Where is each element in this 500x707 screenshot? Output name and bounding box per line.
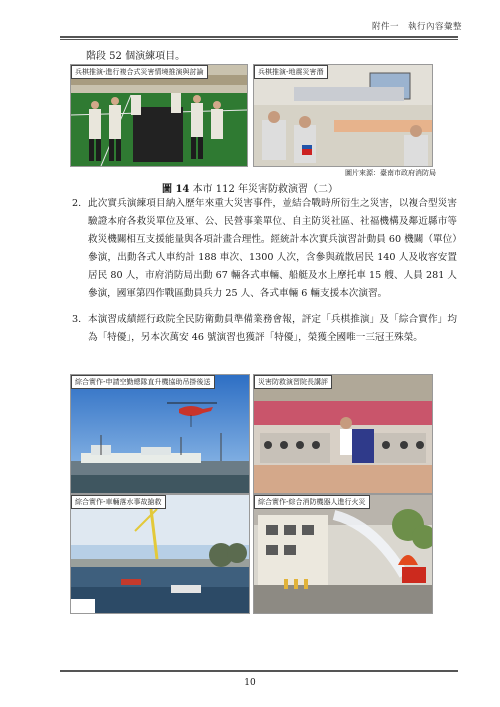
photo-caption: 綜合實作-申請空勤總隊直升機協助吊掛後送 [71,375,215,389]
page-number: 10 [244,678,256,688]
photo-caption: 災害防救演習院長講評 [254,375,332,389]
photo-illustration [254,65,432,166]
photo-caption: 綜合實作-車輛落水事故搶救 [71,495,166,509]
paragraph-3 [72,311,457,347]
photo-tabletop-discussion [70,64,248,167]
photo-illustration [254,495,432,613]
header-rule-thin [60,39,458,40]
photo-illustration [254,375,432,493]
intro-line: 階段 52 個演練項目。 [86,51,186,62]
photo-illustration [71,495,249,613]
header-rule [60,36,458,38]
photo-caption: 兵棋推演-進行複合式災害情境推演與討論 [71,65,208,79]
photo-source-note: 圖片來源：臺南市政府消防局 [345,169,436,177]
photo-helicopter-rescue [70,374,250,494]
paragraph-2 [72,195,457,303]
photo-fire-robot [253,494,433,614]
photo-illustration [71,65,247,166]
paragraph-number: 3. [72,314,82,325]
footer-rule [60,670,458,672]
photo-caption: 兵棋推演-地震災害潛 [254,65,328,79]
figure-caption [0,180,500,195]
photo-vehicle-water-rescue [70,494,250,614]
photo-earthquake-drill [253,64,433,167]
photo-mayor-commentary [253,374,433,494]
photo-illustration [71,375,249,493]
paragraph-number: 2. [72,198,82,209]
page-header: 附件一 執行內容彙整 [371,22,462,32]
figure-label: 圖 14 [161,184,190,195]
paragraph-text: 本演習成績經行政院全民防衛動員準備業務會報，評定「兵棋推演」及「綜合實作」均為「特優」，另本次萬安 46 號演習也獲評「特優」，榮獲全國唯一三冠王殊榮。 [88,314,457,343]
paragraph-text: 此次實兵演練項目納入歷年來重大災害事件，並結合戰時所衍生之災害，以複合型災害驗證本府各救災單位及軍、公、民營事業單位、自主防災社區、社福機構及鄰近縣市等救災機關相互支援能量與各項計畫合理性。經統計本次實兵演習計動員 60 機關（單位）參演，出動各式人車約計 188 車次、1300 人次，含參與疏散居民 140 人及收容安置居民 80 人，市府消防局出動 67 輛各式車輛、船艇及水上摩托車 15 艘、人員 281 人參演，國軍第四作戰區動員兵力 25 人、各式車輛 6 輛支援本次演習。 [88,198,457,299]
photo-caption: 綜合實作-綜合消防機器人進行火災 [254,495,370,509]
figure-title: 本市 112 年災害防救演習（二） [192,184,339,195]
